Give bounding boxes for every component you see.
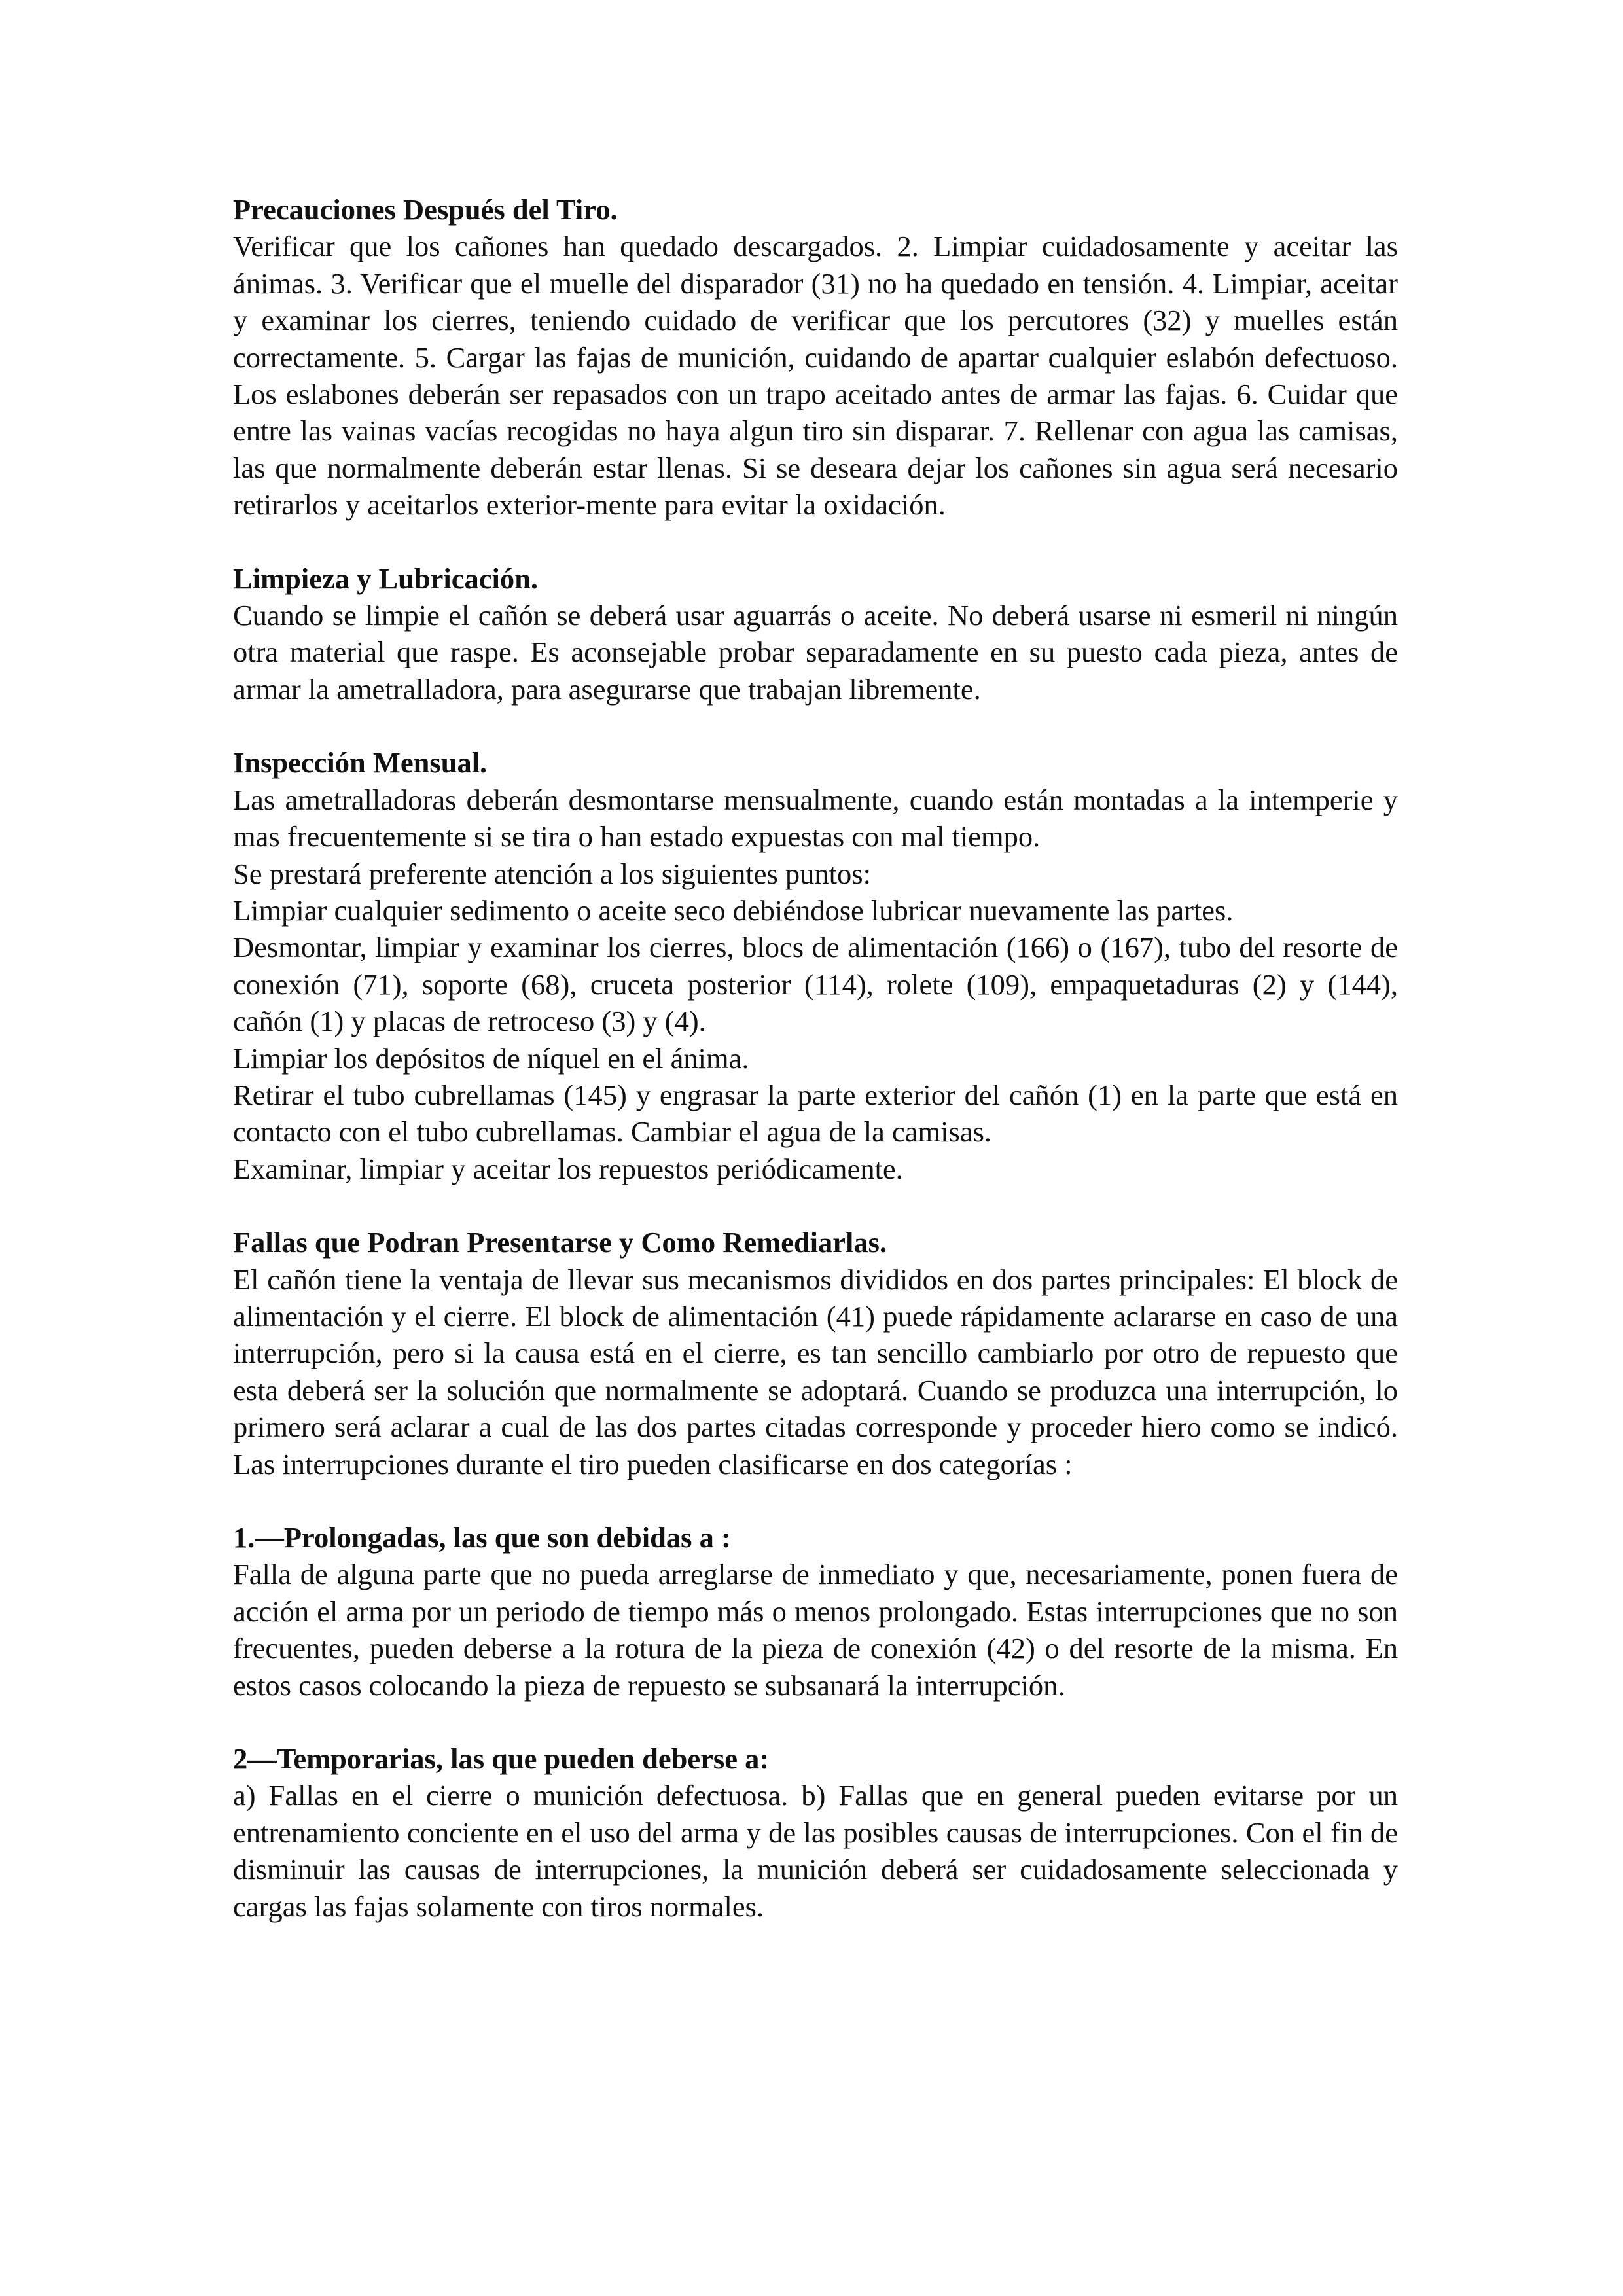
paragraph: Cuando se limpie el cañón se deberá usar aguarrás o aceite. No deberá usarse ni esmeril ni ningún otra material que raspe. Es aconsejable probar separadamente en su puesto cada pieza, antes de armar la ametralladora, para asegurarse que trabajan libremente. [233,599,1398,706]
section-precauciones [233,191,1398,524]
section-temporarias [233,1740,1398,1925]
section-limpieza [233,560,1398,708]
paragraph: El cañón tiene la ventaja de llevar sus mecanismos divididos en dos partes principales: El block de alimentación y el cierre. El block de alimentación (41) puede rápidamente aclararse en caso de una interrupción, pero si la causa está en el cierre, es tan sencillo cambiarlo por otro de repuesto que esta deberá ser la solución que normalmente se adoptará. Cuando se produzca una interrupción, lo primero será aclarar a cual de las dos partes citadas corresponde y proceder hiero como se indicó. Las interrupciones durante el tiro pueden clasificarse en dos categorías : [233,1263,1398,1480]
section-heading: Precauciones Después del Tiro. [233,193,618,226]
section-fallas [233,1224,1398,1482]
section-heading: Inspección Mensual. [233,746,488,780]
paragraph: Desmontar, limpiar y examinar los cierres, blocs de alimentación (166) o (167), tubo del resorte de conexión (71), soporte (68), cruceta posterior (114), rolete (109), empaquetaduras (2) y (144), cañón (1) y placas de retroceso (3) y (4). [233,931,1398,1038]
section-inspeccion [233,744,1398,1187]
section-heading: 2—Temporarias, las que pueden deberse a: [233,1742,770,1776]
paragraph: Falla de alguna parte que no pueda arreglarse de inmediato y que, necesariamente, ponen fuera de acción el arma por un periodo de tiempo más o menos prolongado. Estas interrupciones que no son frecuentes, pueden deberse a la rotura de la pieza de conexión (42) o del resorte de la misma. En estos casos colocando la pieza de repuesto se subsanará la interrupción. [233,1558,1398,1702]
section-heading: Limpieza y Lubricación. [233,562,539,595]
section-heading: Fallas que Podran Presentarse y Como Remediarlas. [233,1226,887,1259]
paragraph: a) Fallas en el cierre o munición defectuosa. b) Fallas que en general pueden evitarse por un entrenamiento conciente en el uso del arma y de las posibles causas de interrupciones. Con el fin de disminuir las causas de interrupciones, la munición deberá ser cuidadosamente seleccionada y cargas las fajas solamente con tiros normales. [233,1779,1398,1923]
paragraph: Retirar el tubo cubrellamas (145) y engrasar la parte exterior del cañón (1) en la parte que está en contacto con el tubo cubrellamas. Cambiar el agua de la camisas. [233,1078,1398,1149]
paragraph: Verificar que los cañones han quedado descargados. 2. Limpiar cuidadosamente y aceitar las ánimas. 3. Verificar que el muelle del disparador (31) no ha quedado en tensión. 4. Limpiar, aceitar y examinar los cierres, teniendo cuidado de verificar que los percutores (32) y muelles están correctamente. 5. Cargar las fajas de munición, cuidando de apartar cualquier eslabón defectuoso. Los eslabones deberán ser repasados con un trapo aceitado antes de armar las fajas. 6. Cuidar que entre las vainas vacías recogidas no haya algun tiro sin disparar. 7. Rellenar con agua las camisas, las que normalmente deberán estar llenas. Si se deseara dejar los cañones sin agua será necesario retirarlos y aceitarlos exterior-mente para evitar la oxidación. [233,230,1398,522]
paragraph: Se prestará preferente atención a los siguientes puntos: [233,857,871,890]
section-heading: 1.—Prolongadas, las que son debidas a : [233,1521,731,1554]
paragraph: Examinar, limpiar y aceitar los repuestos periódicamente. [233,1152,903,1185]
paragraph: Las ametralladoras deberán desmontarse mensualmente, cuando están montadas a la intemperie y mas frecuentemente si se tira o han estado expuestas con mal tiempo. [233,783,1398,853]
section-prolongadas [233,1519,1398,1704]
paragraph: Limpiar los depósitos de níquel en el ánima. [233,1041,749,1075]
document-page [233,191,1398,1962]
paragraph: Limpiar cualquier sedimento o aceite seco debiéndose lubricar nuevamente las partes. [233,893,1234,927]
